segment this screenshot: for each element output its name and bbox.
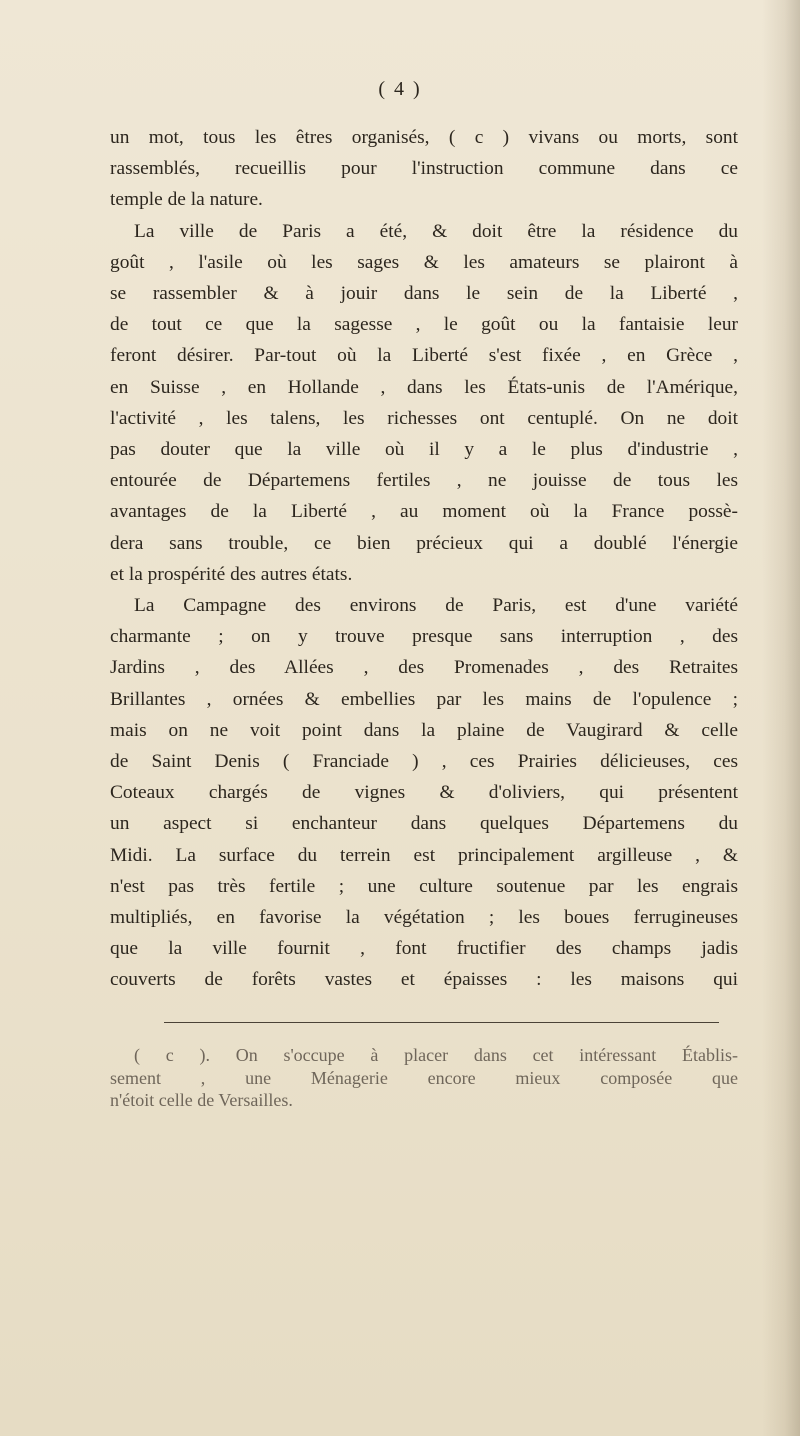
text-line: rassemblés, recueillis pour l'instruction commune dans ce [110,158,738,180]
text-line: multipliés, en favorise la végétation ; les boues ferrugineuses [110,907,738,929]
text-line: que la ville fournit , font fructifier des champs jadis [110,938,738,960]
text-line: feront désirer. Par-tout où la Liberté s'est fixée , en Grèce , [110,345,738,367]
text-line: et la prospérité des autres états. [110,563,353,585]
text-line: un aspect si enchanteur dans quelques Départemens du [110,813,738,835]
footnote-line: sement , une Ménagerie encore mieux composée que [110,1067,738,1088]
text-line: pas douter que la ville où il y a le plus d'industrie , [110,439,738,461]
page-number: ( 4 ) [378,78,422,100]
text-line: un mot, tous les êtres organisés, ( c ) vivans ou morts, sont [110,127,738,148]
footnote [110,1044,738,1112]
text-line: temple de la nature. [110,189,263,211]
main-text [110,122,738,996]
footnote-divider [164,1022,719,1023]
text-line: se rassembler & à jouir dans le sein de la Liberté , [110,283,738,305]
text-line: mais on ne voit point dans la plaine de Vaugirard & celle [110,719,738,741]
paragraph-start: La Campagne des environs de Paris, est d'une variété [134,595,738,617]
text-line: en Suisse , en Hollande , dans les États-unis de l'Amérique, [110,376,738,398]
text-line: couverts de forêts vastes et épaisses : les maisons qui [110,969,738,991]
page-edge-shadow [762,0,800,1436]
text-line: entourée de Départemens fertiles , ne jouisse de tous les [110,470,738,492]
text-line: n'est pas très fertile ; une culture soutenue par les engrais [110,875,738,897]
paragraph-start: La ville de Paris a été, & doit être la résidence du [134,220,738,242]
text-line: avantages de la Liberté , au moment où la France possè- [110,501,738,523]
text-line: Brillantes , ornées & embellies par les mains de l'opulence ; [110,688,738,710]
text-line: goût , l'asile où les sages & les amateurs se plairont à [110,251,738,273]
text-line: Jardins , des Allées , des Promenades , des Retraites [110,657,738,679]
text-line: charmante ; on y trouve presque sans interruption , des [110,626,738,648]
text-line: de Saint Denis ( Franciade ) , ces Prairies délicieuses, ces [110,751,738,773]
text-line: dera sans trouble, ce bien précieux qui a doublé l'énergie [110,532,738,554]
text-line: de tout ce que la sagesse , le goût ou la fantaisie leur [110,314,738,336]
text-line: Midi. La surface du terrein est principalement argilleuse , & [110,844,738,866]
footnote-line: ( c ). On s'occupe à placer dans cet intéressant Établis- [134,1045,738,1065]
footnote-line: n'étoit celle de Versailles. [110,1090,293,1110]
text-line: l'activité , les talens, les richesses ont centuplé. On ne doit [110,407,738,429]
text-line: Coteaux chargés de vignes & d'oliviers, qui présentent [110,782,738,804]
